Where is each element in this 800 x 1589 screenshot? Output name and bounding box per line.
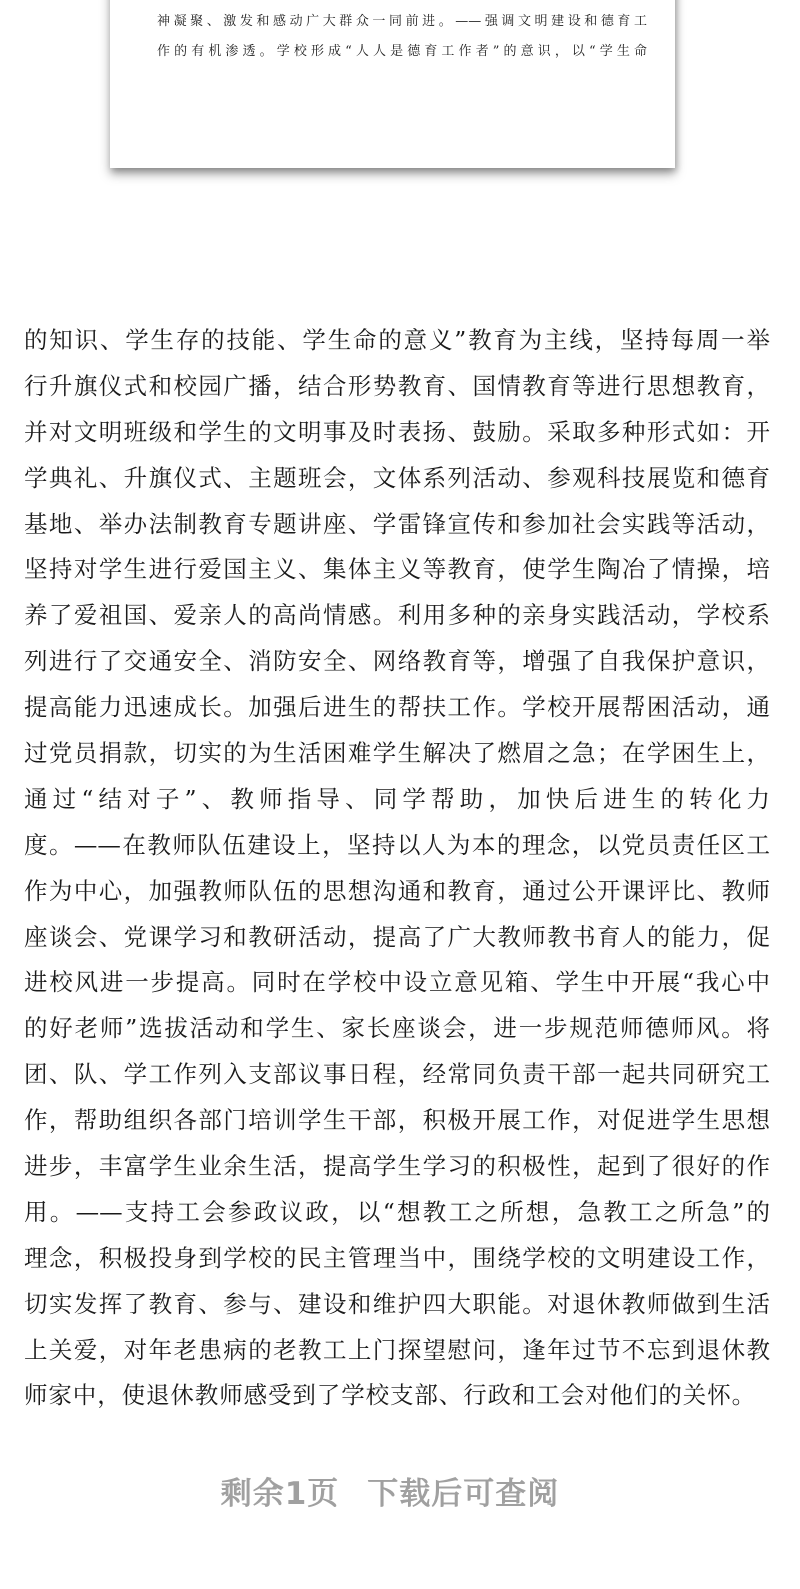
body-text-line: 养了爱祖国、爱亲人的高尚情感。利用多种的亲身实践活动，学校系 — [24, 601, 770, 630]
body-text-line: 进步，丰富学生业余生活，提高学生学习的积极性，起到了很好的作 — [24, 1152, 770, 1181]
body-text-line: 基地、举办法制教育专题讲座、学雷锋宣传和参加社会实践等活动， — [24, 509, 770, 538]
card-text-line: 神凝聚、激发和感动广大群众一同前进。——强调文明建设和德育工 — [157, 14, 647, 29]
body-text-line: 理念，积极投身到学校的民主管理当中，围绕学校的文明建设工作， — [24, 1243, 770, 1272]
download-hint-label: 下载后可查阅 — [367, 1476, 560, 1512]
body-text-line: 度。——在教师队伍建设上，坚持以人为本的理念，以党员责任区工 — [24, 830, 770, 859]
body-text-line: 坚持对学生进行爱国主义、集体主义等教育，使学生陶冶了情操，培 — [24, 555, 770, 584]
body-text-line: 并对文明班级和学生的文明事及时表扬、鼓励。采取多种形式如：开 — [24, 417, 770, 446]
body-text-line: 切实发挥了教育、参与、建设和维护四大职能。对退休教师做到生活 — [24, 1289, 770, 1318]
body-text-line: 列进行了交通安全、消防安全、网络教育等，增强了自我保护意识， — [24, 647, 770, 676]
body-text-line: 通过“结对子”、教师指导、同学帮助，加快后进生的转化力 — [24, 784, 770, 813]
body-text-line: 座谈会、党课学习和教研活动，提高了广大教师教书育人的能力，促 — [24, 922, 770, 951]
body-text-line: 提高能力迅速成长。加强后进生的帮扶工作。学校开展帮困活动，通 — [24, 693, 770, 722]
body-text-line: 作，帮助组织各部门培训学生干部，积极开展工作，对促进学生思想 — [24, 1106, 770, 1135]
body-text-line: 师家中，使退休教师感受到了学校支部、行政和工会对他们的关怀。 — [24, 1381, 756, 1410]
body-text-line: 团、队、学工作列入支部议事日程，经常同负责干部一起共同研究工 — [24, 1060, 770, 1089]
body-text-line: 行升旗仪式和校园广播，结合形势教育、国情教育等进行思想教育， — [24, 371, 770, 400]
body-text-line: 的好老师”选拔活动和学生、家长座谈会，进一步规范师德师风。将 — [24, 1014, 770, 1043]
preview-page-card — [110, 0, 675, 168]
card-text-line: 作的有机渗透。学校形成“人人是德育工作者”的意识，以“学生命 — [157, 44, 647, 59]
body-text-line: 用。——支持工会参政议政，以“想教工之所想，急教工之所急”的 — [24, 1197, 770, 1226]
document-body — [24, 322, 770, 1423]
remaining-pages-label: 剩余1页 — [220, 1476, 340, 1512]
body-text-line: 进校风进一步提高。同时在学校中设立意见箱、学生中开展“我心中 — [24, 968, 770, 997]
body-text-line: 的知识、学生存的技能、学生命的意义”教育为主线，坚持每周一举 — [24, 326, 770, 354]
body-text-line: 过党员捐款，切实的为生活困难学生解决了燃眉之急；在学困生上， — [24, 739, 770, 768]
body-text-line: 上关爱，对年老患病的老教工上门探望慰问，逢年过节不忘到退休教 — [24, 1335, 770, 1364]
remaining-pages-notice[interactable] — [0, 1468, 780, 1513]
body-text-line: 学典礼、升旗仪式、主题班会，文体系列活动、参观科技展览和德育 — [24, 463, 770, 492]
body-text-line: 作为中心，加强教师队伍的思想沟通和教育，通过公开课评比、教师 — [24, 876, 770, 905]
